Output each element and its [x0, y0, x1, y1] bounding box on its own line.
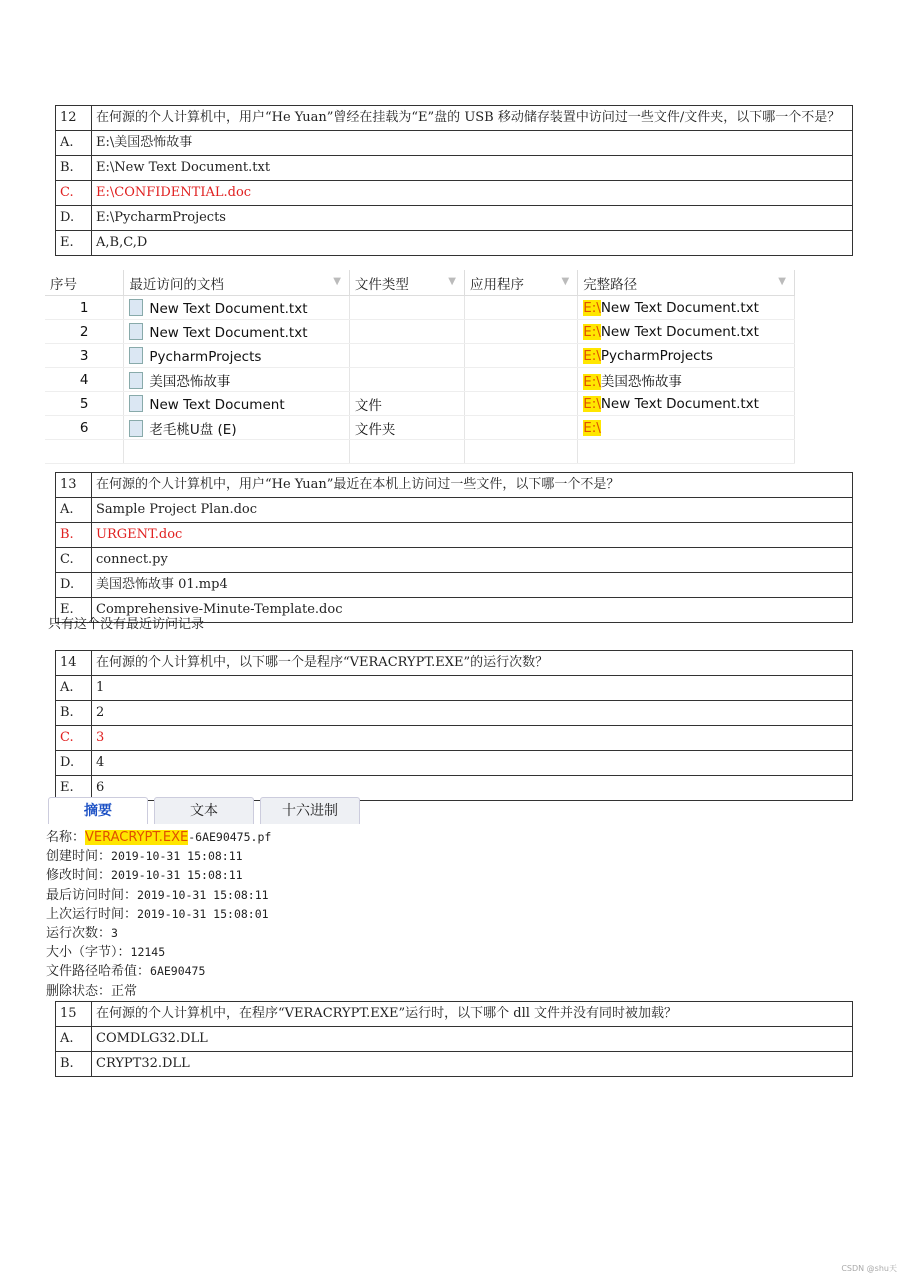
option-key: D.	[56, 573, 92, 598]
full-path	[578, 320, 795, 344]
info-value: 正常	[111, 983, 138, 999]
drive-highlight: E:\	[583, 299, 601, 316]
column-header: 完整路径 ▼	[578, 270, 795, 296]
info-name: 名称：VERACRYPT.EXE-6AE90475.pf	[46, 830, 272, 845]
option-key: A.	[56, 676, 92, 701]
option-row	[56, 498, 853, 523]
doc-name: 老毛桃U盘 (E)	[149, 421, 237, 438]
doc-name: New Text Document	[149, 396, 285, 413]
path-rest: New Text Document.txt	[600, 323, 759, 340]
option-value: 4	[92, 751, 853, 776]
option-value: CRYPT32.DLL	[92, 1052, 853, 1077]
file-type	[349, 296, 464, 320]
row-index: 2	[45, 320, 124, 344]
drive-highlight: E:\	[583, 419, 601, 436]
option-row	[56, 181, 853, 206]
option-value: connect.py	[92, 548, 853, 573]
question-row	[56, 1002, 853, 1027]
empty-cell	[578, 440, 795, 464]
application	[464, 392, 577, 416]
info-key: 修改时间：	[46, 868, 112, 884]
info-value: 2019-10-31 15:08:11	[111, 849, 243, 864]
option-key: A.	[56, 1027, 92, 1052]
column-header: 文件类型 ▼	[349, 270, 464, 296]
question-number: 14	[56, 651, 92, 676]
document-icon	[129, 347, 143, 364]
table-row	[45, 392, 795, 416]
option-value: E:\New Text Document.txt	[92, 156, 853, 181]
table-row	[45, 296, 795, 320]
full-path	[578, 368, 795, 392]
drive-highlight: E:\	[583, 347, 601, 364]
row-index: 5	[45, 392, 124, 416]
option-key: C.	[56, 548, 92, 573]
row-index: 3	[45, 344, 124, 368]
option-value: URGENT.doc	[92, 523, 853, 548]
file-type: 文件	[349, 392, 464, 416]
empty-cell	[45, 440, 124, 464]
answer-note: 只有这个没有最近访问记录	[48, 617, 205, 632]
option-key: E.	[56, 231, 92, 256]
path-rest: 美国恐怖故事	[600, 373, 682, 390]
info-line	[46, 924, 271, 943]
filter-icon[interactable]: ▼	[778, 276, 786, 287]
prefetch-tabs	[48, 797, 366, 824]
question-text: 在何源的个人计算机中，在程序“VERACRYPT.EXE”运行时，以下哪个 dll 文件并没有同时被加载？	[92, 1002, 853, 1027]
info-value: 12145	[130, 945, 166, 960]
info-value: 2019-10-31 15:08:01	[137, 906, 269, 921]
option-key: B.	[56, 1052, 92, 1077]
application	[464, 296, 577, 320]
doc-cell	[124, 392, 350, 416]
prefetch-info	[46, 828, 271, 1001]
info-value: 2019-10-31 15:08:11	[111, 868, 243, 883]
doc-name: New Text Document.txt	[149, 300, 308, 317]
info-key: 上次运行时间：	[46, 906, 138, 922]
file-type	[349, 320, 464, 344]
question-row	[56, 651, 853, 676]
doc-cell	[124, 368, 350, 392]
option-key: E.	[56, 598, 92, 623]
doc-cell	[124, 416, 350, 440]
option-value: 美国恐怖故事 01.mp4	[92, 573, 853, 598]
table-row	[45, 368, 795, 392]
info-key: 删除状态：	[46, 983, 112, 999]
info-key: 大小（字节）：	[46, 945, 131, 961]
path-rest: New Text Document.txt	[600, 299, 759, 316]
question-12-table	[55, 105, 853, 256]
filter-icon[interactable]: ▼	[561, 276, 570, 287]
option-value: 6	[92, 776, 853, 801]
option-row	[56, 206, 853, 231]
option-value: Comprehensive-Minute-Template.doc	[92, 598, 853, 623]
option-row	[56, 1027, 853, 1052]
document-icon	[129, 395, 143, 412]
doc-cell	[124, 320, 350, 344]
filter-icon[interactable]: ▼	[333, 276, 341, 287]
tab-text[interactable]: 文本	[154, 797, 254, 824]
info-line	[46, 962, 271, 981]
empty-row	[45, 440, 795, 464]
option-value: 2	[92, 701, 853, 726]
column-header: 最近访问的文档 ▼	[124, 270, 350, 296]
application	[464, 320, 577, 344]
option-row	[56, 701, 853, 726]
option-key: B.	[56, 156, 92, 181]
option-key: D.	[56, 751, 92, 776]
info-key: 文件路径哈希值：	[46, 964, 151, 980]
question-15-table	[55, 1001, 853, 1077]
path-rest: New Text Document.txt	[600, 395, 759, 412]
option-row	[56, 751, 853, 776]
option-value: COMDLG32.DLL	[92, 1027, 853, 1052]
question-14-table	[55, 650, 853, 801]
question-row	[56, 473, 853, 498]
full-path	[578, 296, 795, 320]
option-row	[56, 726, 853, 751]
doc-name: PycharmProjects	[149, 348, 262, 365]
drive-highlight: E:\	[583, 373, 601, 390]
question-text: 在何源的个人计算机中，用户“He Yuan”曾经在挂载为“E”盘的 USB 移动储存装置中访问过一些文件/文件夹，以下哪一个不是？	[92, 106, 853, 131]
option-key: A.	[56, 131, 92, 156]
doc-cell	[124, 344, 350, 368]
file-type	[349, 344, 464, 368]
option-key: C.	[56, 726, 92, 751]
drive-highlight: E:\	[583, 323, 601, 340]
question-text: 在何源的个人计算机中，用户“He Yuan”最近在本机上访问过一些文件，以下哪一个不是？	[92, 473, 853, 498]
option-key: E.	[56, 776, 92, 801]
info-key: 创建时间：	[46, 849, 112, 865]
info-value: 6AE90475	[150, 964, 206, 979]
drive-highlight: E:\	[583, 395, 601, 412]
info-value: 3	[111, 926, 118, 941]
option-value: E:\CONFIDENTIAL.doc	[92, 181, 853, 206]
option-key: B.	[56, 701, 92, 726]
full-path	[578, 416, 795, 440]
tab-summary[interactable]: 摘要	[48, 797, 148, 824]
application	[464, 416, 577, 440]
option-row	[56, 131, 853, 156]
info-value: 2019-10-31 15:08:11	[137, 887, 269, 902]
option-key: D.	[56, 206, 92, 231]
watermark: CSDN @shu天	[841, 1264, 897, 1273]
column-header: 应用程序 ▼	[464, 270, 577, 296]
option-row	[56, 676, 853, 701]
option-key: B.	[56, 523, 92, 548]
empty-cell	[124, 440, 350, 464]
document-icon	[129, 299, 143, 316]
recent-docs-screenshot	[45, 270, 795, 455]
info-line	[46, 982, 271, 1001]
full-path	[578, 392, 795, 416]
question-row	[56, 106, 853, 131]
info-line	[46, 905, 271, 924]
question-number: 15	[56, 1002, 92, 1027]
path-rest: PycharmProjects	[600, 347, 713, 364]
table-row	[45, 344, 795, 368]
doc-name: New Text Document.txt	[149, 324, 308, 341]
option-row	[56, 523, 853, 548]
option-value: E:\PycharmProjects	[92, 206, 853, 231]
doc-name: 美国恐怖故事	[149, 373, 231, 390]
info-line	[46, 943, 271, 962]
option-row	[56, 548, 853, 573]
info-line	[46, 886, 271, 905]
document-icon	[129, 372, 143, 389]
option-key: A.	[56, 498, 92, 523]
option-value: A,B,C,D	[92, 231, 853, 256]
option-key: C.	[56, 181, 92, 206]
option-row	[56, 573, 853, 598]
row-index: 4	[45, 368, 124, 392]
question-13-table	[55, 472, 853, 623]
empty-cell	[464, 440, 577, 464]
question-number: 12	[56, 106, 92, 131]
document-icon	[129, 420, 143, 437]
option-value: Sample Project Plan.doc	[92, 498, 853, 523]
question-text: 在何源的个人计算机中，以下哪一个是程序“VERACRYPT.EXE”的运行次数？	[92, 651, 853, 676]
row-index: 6	[45, 416, 124, 440]
option-row	[56, 231, 853, 256]
option-value: 1	[92, 676, 853, 701]
option-row	[56, 1052, 853, 1077]
file-type: 文件夹	[349, 416, 464, 440]
document-icon	[129, 323, 143, 340]
application	[464, 368, 577, 392]
row-index: 1	[45, 296, 124, 320]
tab-hex[interactable]: 十六进制	[260, 797, 360, 824]
application	[464, 344, 577, 368]
column-header: 序号	[45, 270, 124, 296]
table-row	[45, 416, 795, 440]
full-path	[578, 344, 795, 368]
table-row	[45, 320, 795, 344]
file-type	[349, 368, 464, 392]
question-number: 13	[56, 473, 92, 498]
option-value: E:\美国恐怖故事	[92, 131, 853, 156]
info-key: 运行次数：	[46, 926, 112, 942]
empty-cell	[349, 440, 464, 464]
info-key: 最后访问时间：	[46, 887, 138, 903]
option-row	[56, 156, 853, 181]
option-value: 3	[92, 726, 853, 751]
doc-cell	[124, 296, 350, 320]
info-line	[46, 847, 271, 866]
filter-icon[interactable]: ▼	[448, 276, 456, 287]
info-line	[46, 866, 271, 885]
